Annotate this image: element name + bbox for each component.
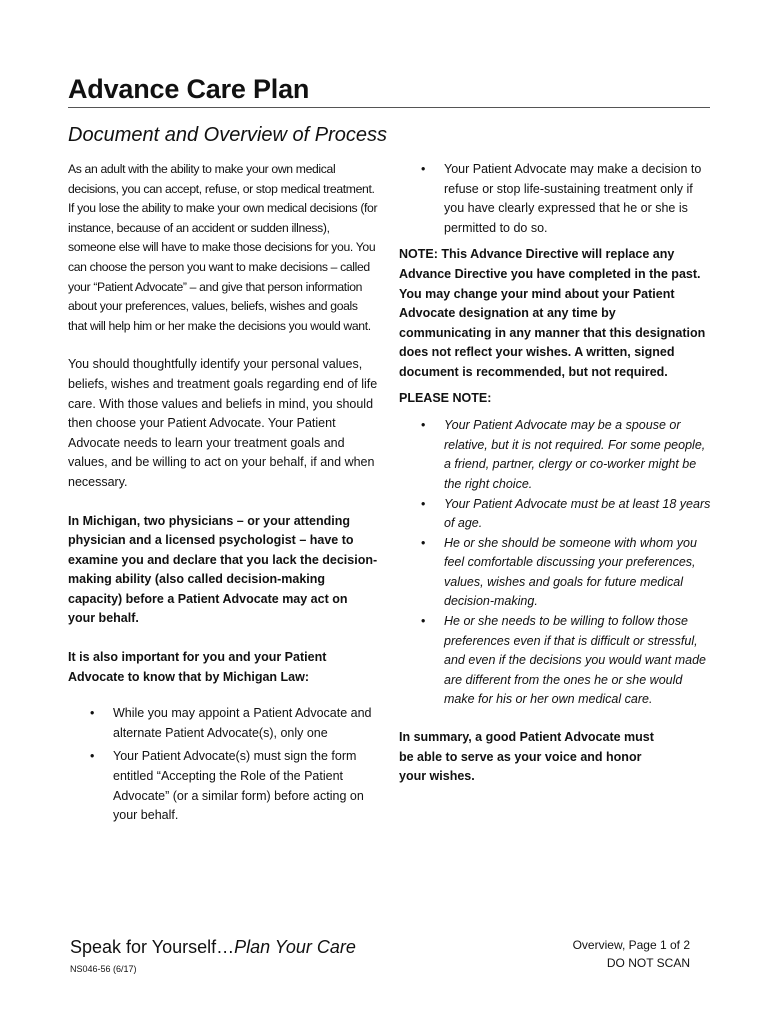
right-column [399, 160, 711, 787]
michigan-law-list [68, 704, 378, 826]
page-subtitle: Document and Overview of Process [68, 124, 388, 146]
values-paragraph: You should thoughtfully identify your personal values, beliefs, wishes and treatment goals regarding end of life care. With those values and beliefs in mind, you should then choose your Patient Advocate. Your Patient Advocate needs to learn your treatment goals and values, and be willing to act on your behalf, if and when necessary. [68, 357, 378, 489]
left-column [68, 160, 378, 826]
michigan-law-intro: It is also important for you and your Patient Advocate to know that by Michigan Law: [68, 650, 327, 684]
bullet-icon: • [421, 614, 426, 629]
footer-slogan: Speak for Yourself…Plan Your Care [70, 937, 356, 957]
intro-paragraph: As an adult with the ability to make your own medical decisions, you can accept, refuse, or stop medical treatment. If you lose the ability to make your own medical decisions (for instance, because of an accident or sudden illness), someone else will have to make those decisions for you. You can choose the person you want to make decisions – called your “Patient Advocate” – and give that person information about your preferences, values, beliefs, wishes and goals that will help him or her make the decisions you would want. [68, 162, 378, 333]
bullet-icon: • [90, 706, 95, 721]
advocate-criteria-list [399, 416, 711, 710]
summary-paragraph: In summary, a good Patient Advocate must be able to serve as your voice and honor your wishes. [399, 730, 654, 784]
bullet-icon: • [421, 535, 426, 550]
list-item: • Your Patient Advocate may be a spouse or relative, but it is not required. For some people, a friend, partner, clergy or co-worker might be the right choice. [421, 418, 706, 491]
please-note-heading: PLEASE NOTE: [399, 390, 492, 405]
footer-right [540, 936, 690, 972]
page-title: Advance Care Plan [68, 74, 310, 104]
note-paragraph: NOTE: This Advance Directive will replace any Advance Directive you have completed in the past. You may change your mind about your Patient Advocate designation at any time by communicating in any manner that this designation does not reflect your wishes. A written, signed document is recommended, but not required. [399, 247, 706, 379]
title-divider [68, 107, 710, 108]
bullet-icon: • [421, 162, 426, 176]
list-item: • While you may appoint a Patient Advocate and alternate Patient Advocate(s), only one [90, 706, 372, 740]
list-item: • He or she should be someone with whom you feel comfortable discussing your preferences, values, wishes and goals for future medical decision-making. [421, 535, 697, 609]
bullet-icon: • [90, 749, 95, 764]
form-code: NS046-56 (6/17) [70, 964, 137, 974]
list-item: • Your Patient Advocate may make a decision to refuse or stop life-sustaining treatment only if you have clearly expressed that he or she is permitted to do so. [421, 162, 702, 235]
continued-law-list [399, 160, 711, 238]
michigan-physicians-paragraph: In Michigan, two physicians – or your attending physician and a licensed psychologist – have to examine you and declare that you lack the decision-making ability (also called decision-making capacity) before a Patient Advocate may act on your behalf. [68, 513, 378, 626]
list-item: • He or she needs to be willing to follow those preferences even if that is difficult or stressful, and even if the decisions you would want made are different from the ones he or she would make for his or her own medical care. [421, 614, 706, 707]
list-item: • Your Patient Advocate(s) must sign the form entitled “Accepting the Role of the Patient Advocate” (or a similar form) before acting on your behalf. [90, 749, 364, 823]
scan-notice: DO NOT SCAN [606, 956, 690, 970]
page-number: Overview, Page 1 of 2 [572, 938, 690, 952]
list-item: • Your Patient Advocate must be at least 18 years of age. [421, 496, 711, 531]
bullet-icon: • [421, 418, 426, 433]
bullet-icon: • [421, 496, 426, 511]
